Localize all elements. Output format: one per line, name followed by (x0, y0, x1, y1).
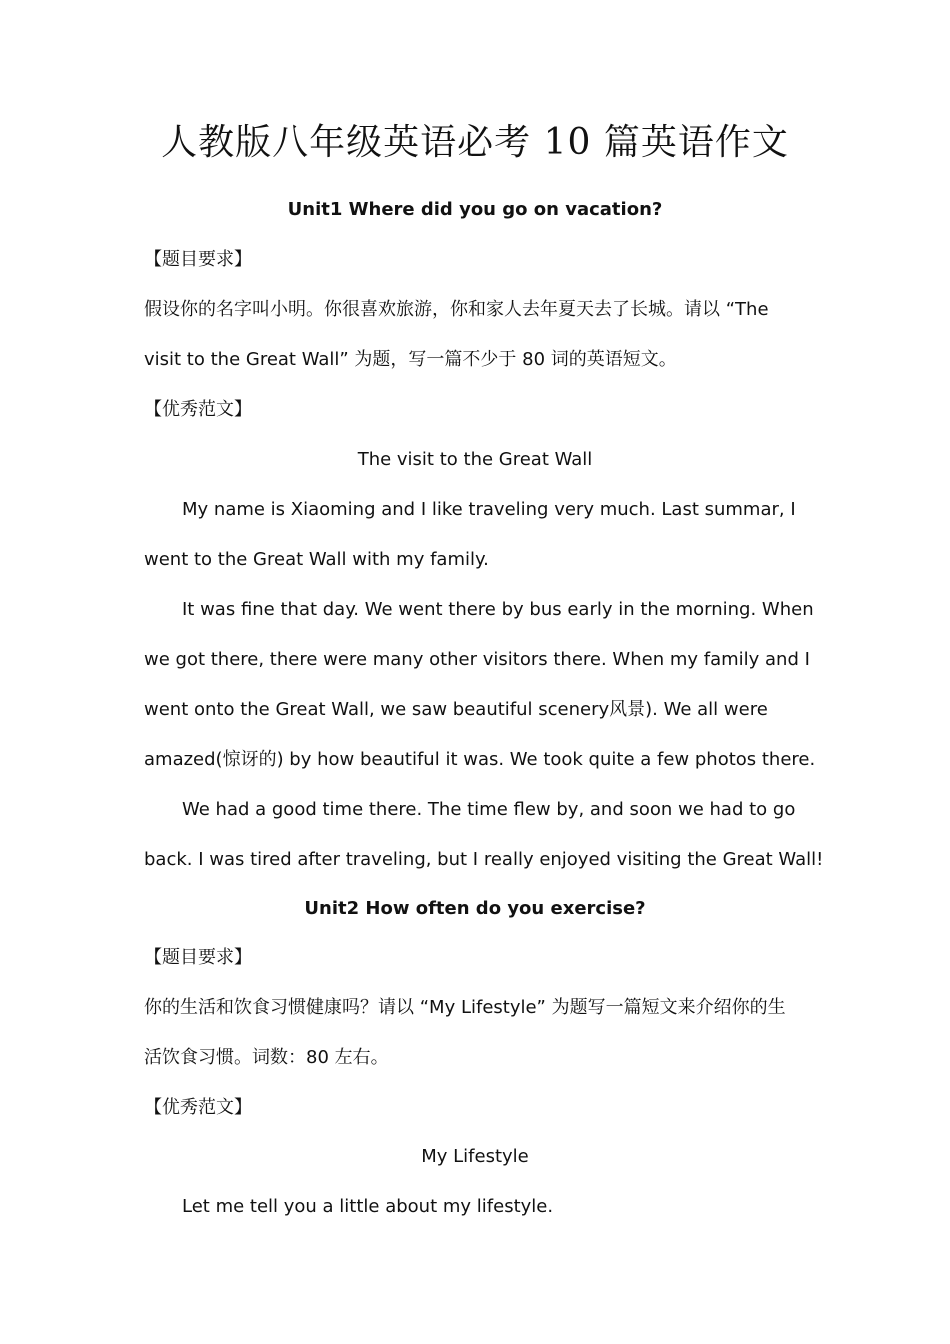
unit2-sample-label: 【优秀范文】 (144, 1097, 252, 1118)
unit2-requirement-label: 【题目要求】 (144, 947, 252, 968)
unit2-heading: Unit2 How often do you exercise? (304, 898, 646, 919)
unit1-requirement-line-2: visit to the Great Wall” 为题，写一篇不少于 80 词的英语短文。 (144, 349, 677, 370)
unit2-requirement-line-1: 你的生活和饮食习惯健康吗？请以 “My Lifestyle” 为题写一篇短文来介绍你的生 (144, 997, 786, 1018)
unit1-requirement-label: 【题目要求】 (144, 249, 252, 270)
unit1-essay-line-3: It was fine that day. We went there by bus early in the morning. When (182, 599, 814, 620)
unit1-essay-line-2: went to the Great Wall with my family. (144, 549, 489, 570)
unit1-sample-label: 【优秀范文】 (144, 399, 252, 420)
unit1-essay-line-5: went onto the Great Wall, we saw beautiful scenery风景). We all were (144, 699, 768, 720)
unit1-essay-line-4: we got there, there were many other visitors there. When my family and I (144, 649, 810, 670)
unit1-essay-line-1: My name is Xiaoming and I like traveling very much. Last summar, I (182, 499, 796, 520)
unit1-heading: Unit1 Where did you go on vacation? (287, 199, 663, 220)
unit1-requirement-line-1: 假设你的名字叫小明。你很喜欢旅游，你和家人去年夏天去了长城。请以 “The (144, 299, 769, 320)
unit1-essay-line-6: amazed(惊讶的) by how beautiful it was. We took quite a few photos there. (144, 749, 816, 770)
unit2-requirement-line-2: 活饮食习惯。词数：80 左右。 (144, 1047, 389, 1068)
unit1-essay-line-7: We had a good time there. The time flew by, and soon we had to go (182, 799, 796, 820)
document-title: 人教版八年级英语必考 10 篇英语作文 (161, 122, 789, 163)
unit2-essay-title: My Lifestyle (421, 1146, 529, 1167)
unit1-essay-line-8: back. I was tired after traveling, but I really enjoyed visiting the Great Wall! (144, 849, 824, 870)
unit2-essay-line-1: Let me tell you a little about my lifestyle. (182, 1196, 554, 1217)
unit1-essay-title: The visit to the Great Wall (357, 449, 593, 470)
